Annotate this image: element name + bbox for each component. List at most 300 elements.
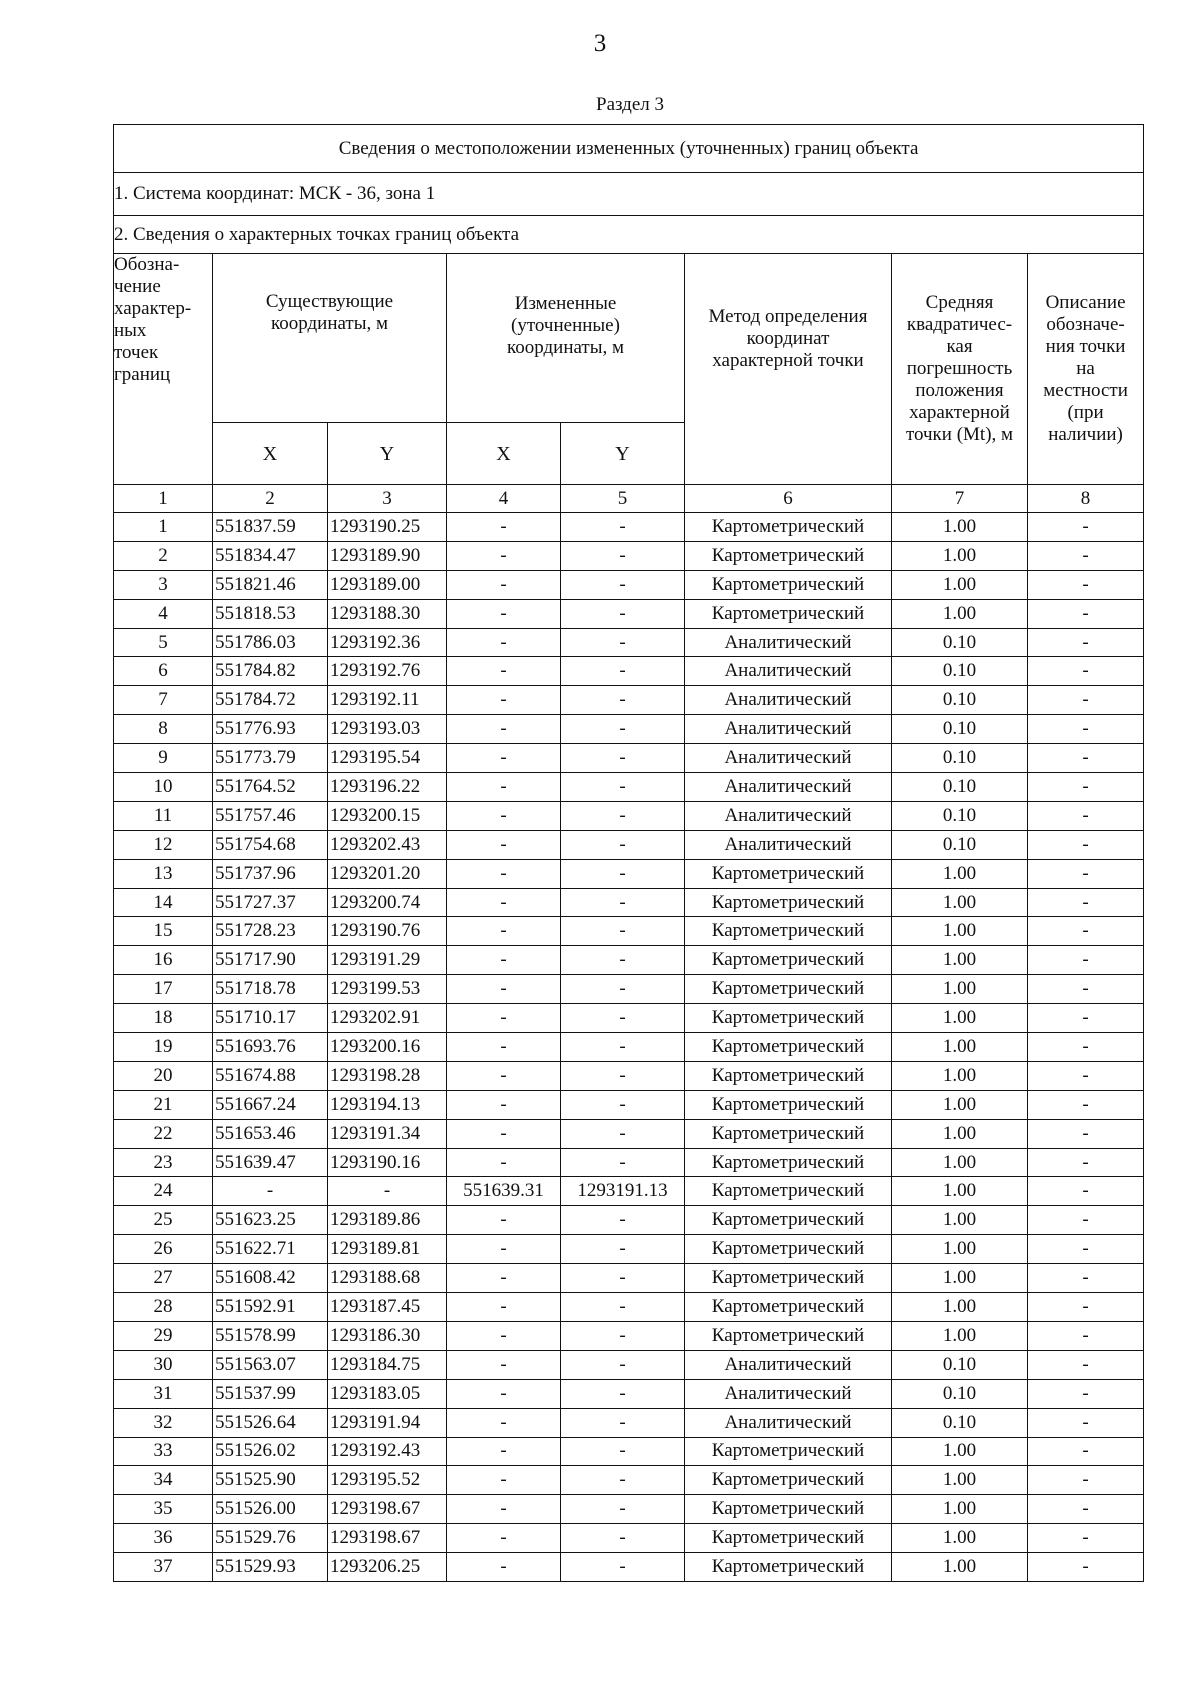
table-row [114,1004,1144,1033]
cell-accuracy: 1.00 [892,975,1028,1004]
cell-accuracy: 1.00 [892,1206,1028,1235]
table-row [114,1408,1144,1437]
cell-point-number: 20 [114,1061,213,1090]
table-row [114,773,1144,802]
cell-method: Аналитический [685,1350,892,1379]
header-existing-coordinates-text: Существующие координаты, м [265,291,394,334]
header-changed-x: X [447,423,561,485]
cell-method: Аналитический [685,744,892,773]
points-info: 2. Сведения о характерных точках границ объекта [114,216,1144,254]
table-row [114,628,1144,657]
cell-existing-y: 1293195.52 [328,1466,447,1495]
cell-method: Картометрический [685,541,892,570]
cell-existing-y: 1293191.34 [328,1119,447,1148]
cell-existing-x: 551693.76 [213,1033,328,1062]
cell-point-number: 18 [114,1004,213,1033]
cell-changed-x: - [447,1524,561,1553]
cell-changed-x: - [447,744,561,773]
cell-changed-y: - [561,513,685,542]
cell-changed-x: - [447,888,561,917]
cell-point-number: 6 [114,657,213,686]
cell-description: - [1028,1524,1144,1553]
table-row [114,570,1144,599]
cell-existing-y: 1293206.25 [328,1553,447,1582]
cell-accuracy: 0.10 [892,744,1028,773]
cell-changed-x: - [447,1004,561,1033]
table-row [114,1090,1144,1119]
cell-description: - [1028,888,1144,917]
cell-existing-x: 551623.25 [213,1206,328,1235]
cell-changed-x: - [447,513,561,542]
cell-method: Аналитический [685,686,892,715]
cell-changed-y: - [561,1206,685,1235]
cell-description: - [1028,1033,1144,1062]
cell-existing-x: 551710.17 [213,1004,328,1033]
cell-description: - [1028,744,1144,773]
cell-description: - [1028,599,1144,628]
cell-method: Картометрический [685,1553,892,1582]
cell-changed-x: - [447,1235,561,1264]
table-row [114,1379,1144,1408]
cell-changed-y: - [561,1090,685,1119]
table-body [114,513,1144,1582]
cell-method: Аналитический [685,801,892,830]
cell-changed-x: - [447,686,561,715]
cell-description: - [1028,917,1144,946]
cell-point-number: 30 [114,1350,213,1379]
cell-description: - [1028,946,1144,975]
cell-existing-y: 1293184.75 [328,1350,447,1379]
cell-existing-y: 1293200.74 [328,888,447,917]
cell-changed-x: - [447,715,561,744]
cell-changed-x: - [447,657,561,686]
table-row [114,599,1144,628]
cell-description: - [1028,975,1144,1004]
cell-existing-y: 1293199.53 [328,975,447,1004]
cell-description: - [1028,1553,1144,1582]
cell-description: - [1028,1177,1144,1206]
cell-method: Картометрический [685,917,892,946]
header-point-designation-text: Обозна- чение характер- ных точек границ [114,254,192,385]
cell-description: - [1028,1206,1144,1235]
cell-changed-x: - [447,801,561,830]
table-row [114,1495,1144,1524]
cell-changed-y: - [561,859,685,888]
cell-changed-x: - [447,628,561,657]
column-number: 3 [328,485,447,513]
cell-existing-x: 551578.99 [213,1321,328,1350]
table-row [114,1321,1144,1350]
cell-method: Картометрический [685,570,892,599]
cell-point-number: 27 [114,1264,213,1293]
cell-changed-y: - [561,773,685,802]
cell-method: Картометрический [685,1293,892,1322]
cell-existing-y: 1293200.15 [328,801,447,830]
cell-method: Картометрический [685,1206,892,1235]
cell-changed-x: - [447,1033,561,1062]
cell-description: - [1028,1466,1144,1495]
coordinate-system: 1. Система координат: МСК - 36, зона 1 [114,173,1144,216]
table-row [114,1466,1144,1495]
cell-description: - [1028,1090,1144,1119]
cell-changed-x: - [447,830,561,859]
cell-accuracy: 1.00 [892,1495,1028,1524]
cell-description: - [1028,541,1144,570]
cell-point-number: 31 [114,1379,213,1408]
cell-changed-x: - [447,1264,561,1293]
cell-changed-x: - [447,1148,561,1177]
cell-existing-x: 551608.42 [213,1264,328,1293]
cell-method: Картометрический [685,859,892,888]
cell-method: Картометрический [685,975,892,1004]
cell-existing-x: 551537.99 [213,1379,328,1408]
cell-existing-x: 551529.93 [213,1553,328,1582]
cell-changed-x: - [447,917,561,946]
cell-method: Аналитический [685,715,892,744]
column-number: 2 [213,485,328,513]
header-description [1028,254,1144,485]
cell-point-number: 33 [114,1437,213,1466]
cell-accuracy: 0.10 [892,830,1028,859]
header-existing-x: X [213,423,328,485]
cell-changed-y: - [561,1235,685,1264]
cell-accuracy: 1.00 [892,1177,1028,1206]
cell-existing-x: 551526.02 [213,1437,328,1466]
table-row [114,888,1144,917]
cell-point-number: 23 [114,1148,213,1177]
cell-existing-x: 551563.07 [213,1350,328,1379]
cell-existing-x: 551834.47 [213,541,328,570]
cell-method: Картометрический [685,1264,892,1293]
cell-accuracy: 1.00 [892,1119,1028,1148]
table-row [114,830,1144,859]
cell-accuracy: 1.00 [892,1004,1028,1033]
cell-accuracy: 0.10 [892,657,1028,686]
cell-description: - [1028,1495,1144,1524]
cell-point-number: 28 [114,1293,213,1322]
cell-existing-x: 551754.68 [213,830,328,859]
cell-point-number: 5 [114,628,213,657]
cell-accuracy: 1.00 [892,1293,1028,1322]
cell-accuracy: 1.00 [892,859,1028,888]
table-row [114,744,1144,773]
cell-point-number: 35 [114,1495,213,1524]
cell-accuracy: 1.00 [892,1553,1028,1582]
table-row [114,1437,1144,1466]
cell-description: - [1028,1148,1144,1177]
cell-method: Картометрический [685,1090,892,1119]
cell-existing-y: - [328,1177,447,1206]
cell-changed-y: - [561,917,685,946]
table-row [114,859,1144,888]
cell-point-number: 21 [114,1090,213,1119]
cell-existing-y: 1293200.16 [328,1033,447,1062]
cell-method: Аналитический [685,773,892,802]
cell-changed-y: - [561,946,685,975]
table-row [114,801,1144,830]
cell-description: - [1028,1321,1144,1350]
cell-existing-y: 1293190.25 [328,513,447,542]
cell-changed-x: - [447,946,561,975]
cell-method: Картометрический [685,1033,892,1062]
cell-method: Картометрический [685,888,892,917]
cell-existing-y: 1293189.90 [328,541,447,570]
cell-point-number: 3 [114,570,213,599]
table-row [114,657,1144,686]
cell-existing-y: 1293192.11 [328,686,447,715]
cell-accuracy: 0.10 [892,628,1028,657]
section-label: Раздел 3 [596,94,664,115]
cell-accuracy: 1.00 [892,946,1028,975]
cell-existing-x: 551526.00 [213,1495,328,1524]
cell-existing-x: 551653.46 [213,1119,328,1148]
cell-description: - [1028,1235,1144,1264]
cell-point-number: 26 [114,1235,213,1264]
cell-point-number: 22 [114,1119,213,1148]
cell-changed-x: - [447,1090,561,1119]
cell-description: - [1028,1264,1144,1293]
table-row [114,1293,1144,1322]
cell-changed-y: - [561,830,685,859]
column-number: 8 [1028,485,1144,513]
cell-accuracy: 1.00 [892,1033,1028,1062]
cell-existing-y: 1293191.29 [328,946,447,975]
cell-description: - [1028,1061,1144,1090]
cell-accuracy: 0.10 [892,1408,1028,1437]
cell-accuracy: 1.00 [892,541,1028,570]
cell-existing-y: 1293198.67 [328,1495,447,1524]
table-row [114,975,1144,1004]
cell-point-number: 9 [114,744,213,773]
cell-existing-x: 551727.37 [213,888,328,917]
cell-method: Картометрический [685,946,892,975]
cell-accuracy: 1.00 [892,1466,1028,1495]
cell-changed-y: - [561,599,685,628]
cell-description: - [1028,628,1144,657]
cell-point-number: 2 [114,541,213,570]
column-number: 6 [685,485,892,513]
cell-method: Картометрический [685,1235,892,1264]
cell-existing-y: 1293195.54 [328,744,447,773]
cell-accuracy: 1.00 [892,1148,1028,1177]
cell-point-number: 25 [114,1206,213,1235]
cell-description: - [1028,513,1144,542]
cell-method: Аналитический [685,657,892,686]
cell-changed-y: - [561,1466,685,1495]
cell-changed-y: - [561,1264,685,1293]
cell-description: - [1028,657,1144,686]
header-existing-y: Y [328,423,447,485]
cell-existing-y: 1293186.30 [328,1321,447,1350]
boundary-points-table [113,124,1144,1582]
cell-accuracy: 1.00 [892,599,1028,628]
cell-changed-y: - [561,888,685,917]
cell-changed-y: - [561,1119,685,1148]
table-row [114,1524,1144,1553]
cell-changed-y: - [561,1061,685,1090]
cell-method: Аналитический [685,628,892,657]
cell-point-number: 13 [114,859,213,888]
cell-existing-x: 551786.03 [213,628,328,657]
cell-point-number: 1 [114,513,213,542]
cell-description: - [1028,773,1144,802]
cell-changed-y: - [561,1321,685,1350]
cell-accuracy: 1.00 [892,1524,1028,1553]
cell-point-number: 37 [114,1553,213,1582]
cell-accuracy: 0.10 [892,1379,1028,1408]
cell-existing-x: 551764.52 [213,773,328,802]
header-accuracy-text: Средняя квадратичес- кая погрешность положения характерной точки (Mt), м [905,292,1014,445]
cell-existing-x: 551592.91 [213,1293,328,1322]
cell-point-number: 12 [114,830,213,859]
cell-existing-y: 1293187.45 [328,1293,447,1322]
cell-existing-y: 1293191.94 [328,1408,447,1437]
cell-changed-x: - [447,1350,561,1379]
cell-existing-y: 1293189.86 [328,1206,447,1235]
header-changed-y: Y [561,423,685,485]
cell-existing-y: 1293188.30 [328,599,447,628]
table-title: Сведения о местоположении измененных (уточненных) границ объекта [114,125,1144,173]
cell-description: - [1028,570,1144,599]
cell-method: Картометрический [685,1148,892,1177]
cell-point-number: 29 [114,1321,213,1350]
cell-existing-x: 551728.23 [213,917,328,946]
cell-changed-y: - [561,715,685,744]
cell-existing-x: - [213,1177,328,1206]
table-row [114,1235,1144,1264]
cell-point-number: 17 [114,975,213,1004]
cell-accuracy: 0.10 [892,1350,1028,1379]
cell-existing-y: 1293193.03 [328,715,447,744]
cell-method: Картометрический [685,1119,892,1148]
cell-changed-y: - [561,570,685,599]
cell-changed-y: - [561,1148,685,1177]
cell-description: - [1028,1293,1144,1322]
cell-method: Аналитический [685,1408,892,1437]
table-row [114,1350,1144,1379]
cell-changed-y: - [561,1553,685,1582]
table-row [114,1177,1144,1206]
cell-existing-x: 551622.71 [213,1235,328,1264]
column-number: 4 [447,485,561,513]
cell-changed-y: - [561,657,685,686]
cell-changed-x: - [447,1437,561,1466]
cell-changed-y: - [561,744,685,773]
cell-changed-y: - [561,975,685,1004]
cell-changed-x: - [447,1206,561,1235]
cell-point-number: 7 [114,686,213,715]
column-number: 7 [892,485,1028,513]
cell-changed-y: - [561,1350,685,1379]
cell-existing-y: 1293189.81 [328,1235,447,1264]
cell-changed-y: - [561,1033,685,1062]
cell-point-number: 34 [114,1466,213,1495]
cell-changed-y: - [561,1379,685,1408]
cell-existing-y: 1293198.28 [328,1061,447,1090]
cell-existing-x: 551837.59 [213,513,328,542]
cell-accuracy: 1.00 [892,917,1028,946]
cell-changed-x: - [447,541,561,570]
cell-existing-x: 551526.64 [213,1408,328,1437]
cell-existing-y: 1293202.43 [328,830,447,859]
cell-changed-x: - [447,1119,561,1148]
cell-method: Картометрический [685,1437,892,1466]
cell-existing-y: 1293194.13 [328,1090,447,1119]
cell-description: - [1028,830,1144,859]
cell-changed-x: - [447,1495,561,1524]
page-number: 3 [593,30,607,57]
table-row [114,1119,1144,1148]
cell-existing-y: 1293202.91 [328,1004,447,1033]
cell-existing-x: 551784.82 [213,657,328,686]
table-row [114,1553,1144,1582]
column-numbers-row [114,485,1144,513]
cell-changed-x: - [447,1293,561,1322]
cell-changed-x: - [447,975,561,1004]
cell-existing-y: 1293192.36 [328,628,447,657]
cell-method: Картометрический [685,1321,892,1350]
column-number: 5 [561,485,685,513]
cell-accuracy: 0.10 [892,715,1028,744]
cell-existing-y: 1293192.43 [328,1437,447,1466]
table-row [114,1206,1144,1235]
cell-changed-x: 551639.31 [447,1177,561,1206]
cell-point-number: 4 [114,599,213,628]
cell-changed-y: - [561,1293,685,1322]
cell-description: - [1028,801,1144,830]
cell-description: - [1028,1119,1144,1148]
cell-method: Аналитический [685,1379,892,1408]
cell-existing-x: 551737.96 [213,859,328,888]
table-row [114,946,1144,975]
header-method [685,254,892,485]
cell-existing-x: 551674.88 [213,1061,328,1090]
cell-changed-x: - [447,1466,561,1495]
cell-changed-x: - [447,859,561,888]
cell-accuracy: 0.10 [892,773,1028,802]
cell-existing-y: 1293188.68 [328,1264,447,1293]
cell-changed-x: - [447,599,561,628]
table-row [114,917,1144,946]
cell-changed-x: - [447,1408,561,1437]
cell-accuracy: 1.00 [892,1090,1028,1119]
cell-accuracy: 1.00 [892,1264,1028,1293]
column-number: 1 [114,485,213,513]
cell-method: Картометрический [685,1177,892,1206]
cell-accuracy: 0.10 [892,686,1028,715]
cell-method: Картометрический [685,599,892,628]
table-row [114,1148,1144,1177]
cell-description: - [1028,1004,1144,1033]
cell-description: - [1028,1437,1144,1466]
cell-existing-x: 551718.78 [213,975,328,1004]
cell-existing-y: 1293190.16 [328,1148,447,1177]
cell-existing-x: 551757.46 [213,801,328,830]
cell-changed-y: - [561,1437,685,1466]
cell-point-number: 36 [114,1524,213,1553]
cell-point-number: 32 [114,1408,213,1437]
cell-changed-x: - [447,1553,561,1582]
cell-description: - [1028,715,1144,744]
cell-accuracy: 1.00 [892,513,1028,542]
cell-existing-x: 551639.47 [213,1148,328,1177]
cell-method: Картометрический [685,1495,892,1524]
header-changed-coordinates [447,254,685,423]
cell-accuracy: 1.00 [892,1321,1028,1350]
header-description-text: Описание обозначе- ния точки на местности (при наличии) [1043,292,1128,445]
cell-changed-y: - [561,1495,685,1524]
cell-changed-y: - [561,801,685,830]
